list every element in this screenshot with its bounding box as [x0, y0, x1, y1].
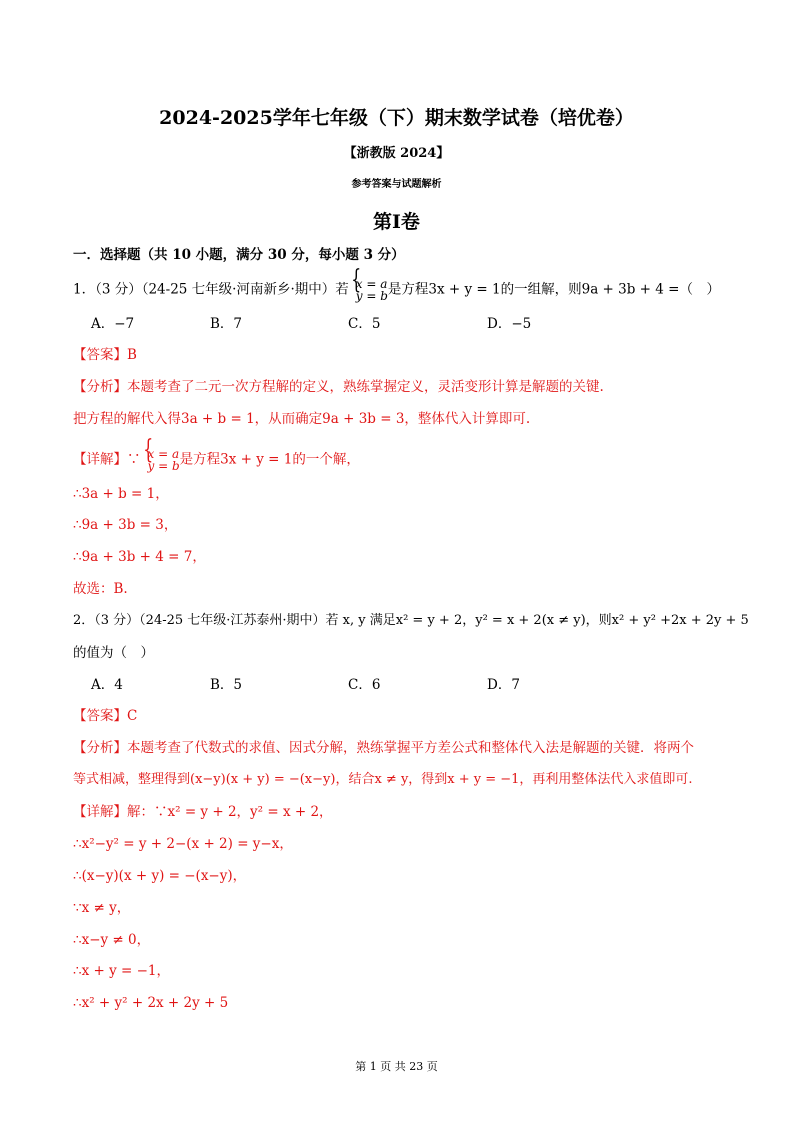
page-footer: 第 1 页 共 23 页 [355, 1060, 438, 1073]
q2-option-b: B．5 [210, 677, 243, 693]
q1-option-c: C．5 [348, 316, 381, 332]
q2-step-2: ∴(x−y)(x + y) = −(x−y)， [73, 868, 247, 884]
q2-step-5: ∴x + y = −1， [73, 963, 171, 979]
q2-step-6: ∴x² + y² + 2x + 2y + 5 [73, 995, 229, 1011]
q2-answer: 【答案】C [73, 708, 138, 724]
q1-analysis-line-2: 把方程的解代入得3a + b = 1，从而确定9a + 3b = 3，整体代入计算即可. [73, 411, 531, 427]
section-heading: 一．选择题（共 10 小题，满分 30 分，每小题 3 分） [73, 247, 405, 263]
q2-step-4: ∴x−y ≠ 0， [73, 932, 151, 948]
q1-equation-system [349, 278, 388, 302]
q1-step-1: ∴3a + b = 1， [73, 486, 169, 502]
q1-prefix: 1．（3 分）（24-25 七年级·河南新乡·期中）若 [73, 281, 349, 298]
q2-analysis-line-2: 等式相减，整理得到(x−y)(x + y) = −(x−y)，结合x ≠ y，得到x + y = −1，再利用整体法代入求值即可. [73, 772, 693, 787]
q2-analysis-line-1: 【分析】本题考查了代数式的求值、因式分解，熟练掌握平方差公式和整体代入法是解题的关键．将两个 [73, 740, 694, 756]
answer-key-subtitle: 参考答案与试题解析 [351, 179, 442, 190]
q1-conclusion: 故选：B. [73, 581, 128, 597]
q1-detail-equation-system [141, 448, 180, 472]
q1-analysis-line-1: 【分析】本题考查了二元一次方程解的定义，熟练掌握定义，灵活变形计算是解题的关键. [73, 379, 604, 395]
q1-detail-system-line-1: { x = a [147, 447, 180, 461]
q2-step-3: ∵x ≠ y， [73, 900, 131, 916]
q1-suffix: 是方程3x + y = 1的一组解，则9a + 3b + 4 =（ ） [387, 281, 720, 298]
question-1-stem [73, 278, 720, 302]
q1-option-b: B．7 [210, 316, 243, 332]
q1-detail [73, 448, 360, 472]
question-2-stem-line-1: 2．（3 分）（24-25 七年级·江苏泰州·期中）若 x, y 满足x² = y + 2，y² = x + 2(x ≠ y)，则x² + y² +2x + 2y + 5 [73, 613, 749, 628]
q1-option-a: A．−7 [91, 316, 135, 332]
q2-option-a: A．4 [91, 677, 123, 693]
q1-detail-prefix: 【详解】∵ [73, 451, 141, 468]
q2-option-d: D．7 [487, 677, 520, 693]
question-2-stem-line-2: 的值为（ ） [73, 645, 154, 661]
q1-detail-suffix: 是方程3x + y = 1的一个解， [179, 451, 360, 468]
volume-heading: 第Ⅰ卷 [373, 211, 420, 233]
q2-step-1: ∴x²−y² = y + 2−(x + 2) = y−x， [73, 836, 293, 852]
q1-step-2: ∴9a + 3b = 3， [73, 517, 178, 533]
q1-option-d: D．−5 [487, 316, 532, 332]
q1-answer: 【答案】B [73, 347, 137, 363]
q1-system-line-1: { x = a [355, 277, 388, 291]
q2-detail: 【详解】解：∵x² = y + 2，y² = x + 2， [73, 804, 333, 820]
q2-option-c: C．6 [348, 677, 381, 693]
q1-system-line-2: y = b [355, 289, 388, 303]
page-title: 2024-2025学年七年级（下）期末数学试卷（培优卷） [159, 107, 634, 129]
edition-label: 【浙教版 2024】 [343, 146, 450, 161]
q1-detail-system-line-2: y = b [147, 459, 180, 473]
q1-step-3: ∴9a + 3b + 4 = 7， [73, 549, 206, 565]
